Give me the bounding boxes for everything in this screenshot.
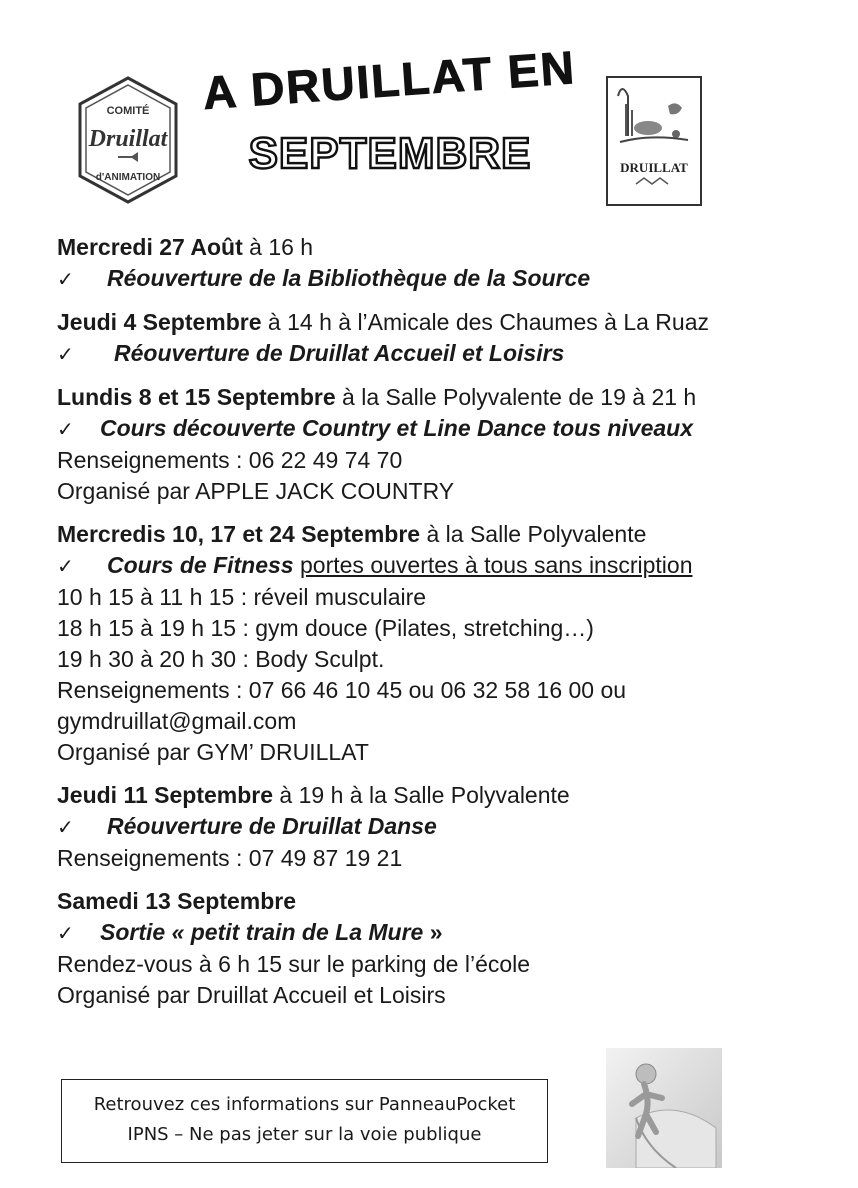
event-date: Mercredis 10, 17 et 24 Septembre (57, 521, 421, 547)
event-details: à la Salle Polyvalente (420, 521, 647, 547)
event-activity-line (57, 263, 817, 295)
event-note: Organisé par APPLE JACK COUNTRY (57, 478, 455, 504)
checkmark-icon: ✓ (57, 417, 74, 441)
footer-line-1: Retrouvez ces informations sur PanneauPocket (93, 1094, 516, 1115)
event-note: Organisé par Druillat Accueil et Loisirs (57, 982, 446, 1008)
event-item (57, 780, 817, 874)
logo-right-text: DRUILLAT (620, 160, 688, 175)
event-list (57, 232, 817, 1023)
event-details: à 16 h (242, 234, 314, 260)
event-activity: Réouverture de la Bibliothèque de la Source (107, 265, 591, 291)
comite-animation-logo (74, 76, 182, 204)
event-date: Samedi 13 Septembre (57, 888, 297, 914)
event-item (57, 519, 817, 768)
header (0, 0, 858, 220)
event-note: Renseignements : 06 22 49 74 70 (57, 447, 403, 473)
event-note: 18 h 15 à 19 h 15 : gym douce (Pilates, stretching…) (57, 615, 594, 641)
event-item (57, 382, 817, 507)
event-activity-line (57, 338, 817, 370)
druillat-village-logo (606, 76, 702, 206)
event-date-line (57, 232, 817, 263)
checkmark-icon: ✓ (57, 267, 74, 291)
event-activity: Réouverture de Druillat Accueil et Loisirs (114, 340, 565, 366)
event-activity-suffix: » (423, 919, 443, 945)
logo-bottom-text: d'ANIMATION (95, 172, 161, 183)
title-line-1: A DRUILLAT EN (201, 41, 578, 119)
event-item (57, 232, 817, 295)
logo-middle-text: Druillat (88, 126, 168, 152)
event-note: 19 h 30 à 20 h 30 : Body Sculpt. (57, 646, 385, 672)
event-activity: Cours découverte Country et Line Dance tous niveaux (100, 415, 694, 441)
page-turn-figure-image (606, 1048, 722, 1168)
checkmark-icon: ✓ (57, 554, 74, 578)
checkmark-icon: ✓ (57, 815, 74, 839)
event-date: Jeudi 4 Septembre (57, 309, 262, 335)
event-item (57, 307, 817, 370)
event-note: 10 h 15 à 11 h 15 : réveil musculaire (57, 584, 427, 610)
footer-line-2: IPNS – Ne pas jeter sur la voie publique (127, 1124, 482, 1145)
title-line-2: SEPTEMBRE (248, 129, 532, 178)
event-activity: Sortie « petit train de La Mure (100, 919, 424, 945)
event-date-line (57, 519, 817, 550)
event-date-line (57, 886, 817, 917)
checkmark-icon: ✓ (57, 921, 74, 945)
checkmark-icon: ✓ (57, 342, 74, 366)
event-date-line (57, 382, 817, 413)
footer-info-box (61, 1079, 548, 1163)
event-date: Jeudi 11 Septembre (57, 782, 274, 808)
event-activity-line (57, 917, 817, 949)
event-activity-extra: portes ouvertes à tous sans inscription (300, 552, 693, 578)
event-note: Renseignements : 07 49 87 19 21 (57, 845, 403, 871)
event-note: Renseignements : 07 66 46 10 45 ou 06 32 58 16 00 ou (57, 677, 627, 703)
event-note: Rendez-vous à 6 h 15 sur le parking de l’école (57, 951, 531, 977)
event-date-line (57, 307, 817, 338)
event-activity: Réouverture de Druillat Danse (107, 813, 437, 839)
event-note-email: gymdruillat@gmail.com (57, 708, 297, 734)
event-activity-line (57, 811, 817, 843)
event-details: à la Salle Polyvalente de 19 à 21 h (335, 384, 697, 410)
page-title (180, 40, 600, 210)
event-note: Organisé par GYM’ DRUILLAT (57, 739, 369, 765)
event-details: à 14 h à l’Amicale des Chaumes à La Ruaz (261, 309, 709, 335)
event-activity-line (57, 550, 817, 582)
event-item (57, 886, 817, 1011)
event-date: Lundis 8 et 15 Septembre (57, 384, 336, 410)
logo-top-text: COMITÉ (106, 105, 150, 117)
event-details: à 19 h à la Salle Polyvalente (273, 782, 570, 808)
event-activity: Cours de Fitness (107, 552, 294, 578)
event-date: Mercredi 27 Août (57, 234, 243, 260)
event-activity-line (57, 413, 817, 445)
event-date-line (57, 780, 817, 811)
